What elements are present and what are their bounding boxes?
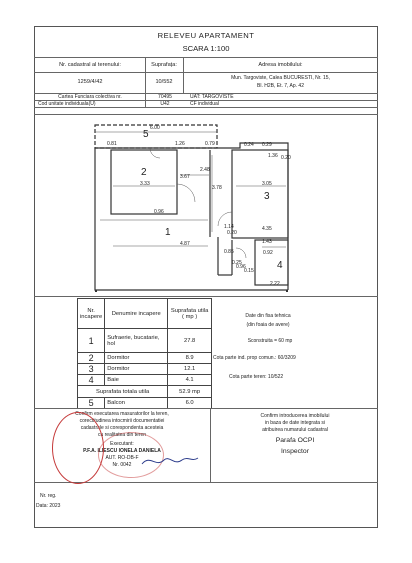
- authorization-nr: Nr. 0042: [112, 462, 132, 468]
- dim-label: 4.87: [180, 241, 190, 247]
- address-header: Adresa imobilului:: [258, 62, 303, 68]
- dim-label: 6.00: [150, 125, 160, 131]
- dim-label: 4.35: [262, 226, 272, 232]
- dim-label: 0.92: [263, 250, 273, 256]
- dim-label: 1.14: [224, 224, 234, 230]
- uat-label: UAT: TARGOVISTE: [190, 94, 234, 100]
- cadastral-header: Nr. cadastral al terenului:: [59, 62, 121, 68]
- header-area: Suprafata utila ( mp ): [168, 299, 212, 329]
- dim-label: 1.36: [268, 153, 278, 159]
- tech-common-share: Cota parte ind. prop comun.: 60/3209: [213, 355, 296, 361]
- bottom-vertical-divider: [210, 408, 211, 482]
- room-3-outline: [232, 150, 288, 238]
- unit-code-label: Cod unitate individuala(U): [38, 101, 96, 107]
- dim-label: 3.78: [212, 185, 222, 191]
- confirm-line-3: cadastrale si corespondenta acesteia: [80, 425, 164, 431]
- rooms-table: [77, 298, 212, 409]
- dim-label: 0.96: [154, 209, 164, 215]
- confirm-line-1: Confirm executarea masuratorilor la teren,: [75, 411, 169, 417]
- dim-label: 0.20: [281, 155, 291, 161]
- confirm-line-2: corectitudinea intocmirii documentatiei: [79, 418, 165, 424]
- signature-mark: [140, 452, 200, 470]
- ocpi-inspector: Inspector: [281, 448, 309, 455]
- total-row: Suprafata totala utila 52.9 mp: [78, 386, 212, 398]
- rooms-table-header: [78, 299, 212, 329]
- dim-label: 1.26: [175, 141, 185, 147]
- ocpi-stamp-label: Parafa OCPI: [275, 437, 315, 444]
- bottom-divider: [34, 408, 378, 409]
- dim-label: 3.05: [262, 181, 272, 187]
- round-stamp: [52, 412, 104, 484]
- dim-label: 3.67: [180, 174, 190, 180]
- dim-label: 0.96: [236, 264, 246, 270]
- tech-heading-1: Date din fisa tehnica: [245, 313, 291, 319]
- outer-wall-top-right: [95, 143, 288, 290]
- table-row: 3 Dormitor 12.1: [78, 364, 212, 375]
- ocpi-line-3: atribuirea numarului cadastral: [262, 427, 328, 433]
- dim-label: 2.48: [200, 167, 210, 173]
- dim-label: 0.25: [232, 260, 242, 266]
- address-line-2: Bl. H2B, Et. 7, Ap. 42: [257, 83, 304, 89]
- footer-reg: Nr. reg.: [40, 493, 57, 499]
- authorization: AUT. RO-DB-F: [105, 455, 139, 461]
- dim-label: 3.33: [140, 181, 150, 187]
- tech-built-area: Sconstruita = 60 mp: [247, 338, 293, 344]
- pfa-name: P.F.A. ILIESCU IONELA DANIELA: [83, 448, 161, 454]
- document-title: RELEVEU APARTAMENT: [157, 31, 255, 40]
- room-label-5: 5: [143, 129, 149, 140]
- dim-label: 0.29: [262, 142, 272, 148]
- unit-code-value: U42: [160, 101, 170, 107]
- balcony-row: 5 Balcon 6.0: [78, 398, 212, 409]
- room-label-4: 4: [277, 260, 283, 271]
- tech-land-share: Cota parte teren: 10/522: [229, 374, 284, 380]
- dim-label: 0.85: [224, 249, 234, 255]
- footer-date: Data: 2023: [36, 503, 61, 509]
- table-row: 2 Dormitor 8.9: [78, 353, 212, 364]
- header-nr: Nr. incapere: [78, 299, 105, 329]
- tech-heading-2: (din foaia de avere): [246, 322, 290, 328]
- cf-label: Cartea Funciara colectiva nr.: [58, 94, 122, 100]
- dim-label: 0.81: [107, 141, 117, 147]
- dim-label: 2.22: [270, 281, 280, 287]
- table-row: 1 Sufraerie, bucatarie, hol 27.8: [78, 329, 212, 353]
- outer-wall-left-bottom: [95, 148, 288, 290]
- dim-label: 0.20: [227, 230, 237, 236]
- cadastral-value: 1259/4/42: [77, 79, 103, 85]
- dim-label: 0.24: [244, 142, 254, 148]
- surface-value: 10/552: [155, 79, 173, 85]
- document-scale: SCARA 1:100: [182, 44, 230, 53]
- room-label-1: 1: [165, 227, 171, 238]
- door-arc-room-2: [177, 184, 195, 202]
- plan-divider: [34, 296, 378, 297]
- table-row: 4 Baie 4.1: [78, 375, 212, 386]
- header-name: Denumire incapere: [105, 299, 168, 329]
- cf-value: 70495: [158, 94, 172, 100]
- room-label-2: 2: [141, 167, 147, 178]
- executant-label: Executant:: [110, 441, 134, 447]
- dim-label: 1.43: [262, 239, 272, 245]
- confirm-line-4: cu realitatea din teren: [97, 432, 147, 438]
- dim-label: 0.79: [205, 141, 215, 147]
- ocpi-line-1: Confirm introducerea imobilului: [260, 413, 330, 419]
- door-arc-room-4: [236, 248, 246, 258]
- room-label-3: 3: [264, 191, 270, 202]
- cf-individual: CF individual: [190, 101, 219, 107]
- surface-header: Suprafața:: [151, 62, 177, 68]
- ocpi-line-2: in baza de date integrata si: [264, 420, 326, 426]
- dim-label: 0.15: [244, 268, 254, 274]
- address-line-1: Mun. Targoviste, Calea BUCURESTI, Nr. 15,: [231, 75, 330, 81]
